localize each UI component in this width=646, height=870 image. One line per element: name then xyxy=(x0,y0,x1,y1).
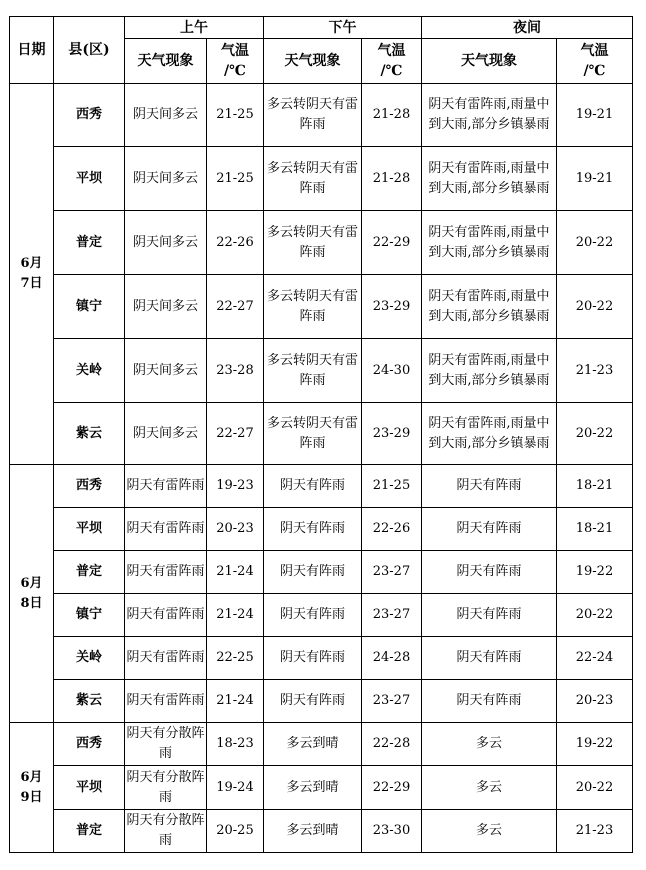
date-month: 6月 xyxy=(20,769,43,785)
county-cell: 普定 xyxy=(54,551,125,594)
afternoon-weather-cell: 阴天有阵雨 xyxy=(264,508,362,551)
table-row xyxy=(10,147,633,211)
table-row xyxy=(10,275,633,339)
afternoon-temp-cell: 21-28 xyxy=(362,147,422,211)
date-cell xyxy=(10,465,54,723)
night-temp-cell: 19-22 xyxy=(557,723,633,766)
morning-weather-cell: 阴天间多云 xyxy=(125,339,207,403)
morning-weather-cell: 阴天有分散阵雨 xyxy=(125,723,207,766)
morning-temp-cell: 19-24 xyxy=(207,766,264,810)
morning-weather-cell: 阴天有雷阵雨 xyxy=(125,680,207,723)
table-row xyxy=(10,810,633,853)
afternoon-weather-cell: 多云转阴天有雷阵雨 xyxy=(264,147,362,211)
morning-weather-cell: 阴天有雷阵雨 xyxy=(125,551,207,594)
header-afternoon-weather: 天气现象 xyxy=(264,39,362,84)
header-morning-temp: 气温 /℃ xyxy=(207,39,264,84)
afternoon-temp-cell: 22-29 xyxy=(362,211,422,275)
afternoon-weather-cell: 多云转阴天有雷阵雨 xyxy=(264,211,362,275)
afternoon-temp-cell: 23-27 xyxy=(362,680,422,723)
header-morning-weather: 天气现象 xyxy=(125,39,207,84)
county-cell: 平坝 xyxy=(54,766,125,810)
afternoon-weather-cell: 阴天有阵雨 xyxy=(264,551,362,594)
header-date: 日期 xyxy=(10,17,54,84)
afternoon-weather-cell: 多云转阴天有雷阵雨 xyxy=(264,275,362,339)
header-night-weather: 天气现象 xyxy=(422,39,557,84)
night-weather-cell: 阴天有雷阵雨,雨量中到大雨,部分乡镇暴雨 xyxy=(422,84,557,147)
night-temp-cell: 19-21 xyxy=(557,147,633,211)
morning-weather-cell: 阴天有雷阵雨 xyxy=(125,637,207,680)
night-weather-cell: 阴天有雷阵雨,雨量中到大雨,部分乡镇暴雨 xyxy=(422,211,557,275)
morning-temp-cell: 21-24 xyxy=(207,594,264,637)
morning-temp-cell: 20-25 xyxy=(207,810,264,853)
header-night: 夜间 xyxy=(422,17,633,39)
county-cell: 平坝 xyxy=(54,147,125,211)
night-temp-cell: 20-22 xyxy=(557,766,633,810)
night-temp-cell: 21-23 xyxy=(557,339,633,403)
afternoon-weather-cell: 多云到晴 xyxy=(264,766,362,810)
table-row xyxy=(10,465,633,508)
table-row xyxy=(10,84,633,147)
afternoon-temp-cell: 23-27 xyxy=(362,551,422,594)
afternoon-weather-cell: 阴天有阵雨 xyxy=(264,637,362,680)
night-weather-cell: 阴天有阵雨 xyxy=(422,594,557,637)
night-weather-cell: 阴天有阵雨 xyxy=(422,508,557,551)
morning-weather-cell: 阴天有雷阵雨 xyxy=(125,594,207,637)
night-temp-cell: 18-21 xyxy=(557,465,633,508)
morning-weather-cell: 阴天间多云 xyxy=(125,147,207,211)
night-temp-cell: 20-23 xyxy=(557,680,633,723)
county-cell: 西秀 xyxy=(54,465,125,508)
afternoon-weather-cell: 多云转阴天有雷阵雨 xyxy=(264,339,362,403)
morning-temp-cell: 22-27 xyxy=(207,403,264,465)
morning-temp-cell: 21-24 xyxy=(207,551,264,594)
county-cell: 镇宁 xyxy=(54,594,125,637)
night-weather-cell: 阴天有雷阵雨,雨量中到大雨,部分乡镇暴雨 xyxy=(422,339,557,403)
table-row xyxy=(10,508,633,551)
county-cell: 西秀 xyxy=(54,723,125,766)
county-cell: 平坝 xyxy=(54,508,125,551)
afternoon-temp-cell: 23-27 xyxy=(362,594,422,637)
night-temp-cell: 20-22 xyxy=(557,594,633,637)
morning-temp-cell: 19-23 xyxy=(207,465,264,508)
night-temp-cell: 19-22 xyxy=(557,551,633,594)
afternoon-temp-cell: 22-29 xyxy=(362,766,422,810)
morning-weather-cell: 阴天间多云 xyxy=(125,211,207,275)
header-county: 县(区) xyxy=(54,17,125,84)
night-weather-cell: 多云 xyxy=(422,723,557,766)
afternoon-temp-cell: 21-25 xyxy=(362,465,422,508)
table-row xyxy=(10,766,633,810)
county-cell: 关岭 xyxy=(54,637,125,680)
morning-weather-cell: 阴天有分散阵雨 xyxy=(125,766,207,810)
afternoon-weather-cell: 阴天有阵雨 xyxy=(264,594,362,637)
morning-weather-cell: 阴天有分散阵雨 xyxy=(125,810,207,853)
afternoon-weather-cell: 阴天有阵雨 xyxy=(264,465,362,508)
date-day: 9日 xyxy=(20,789,43,805)
morning-temp-cell: 22-26 xyxy=(207,211,264,275)
afternoon-temp-cell: 23-29 xyxy=(362,275,422,339)
header-afternoon: 下午 xyxy=(264,17,422,39)
date-cell xyxy=(10,723,54,853)
county-cell: 关岭 xyxy=(54,339,125,403)
date-month: 6月 xyxy=(20,575,43,591)
afternoon-temp-cell: 24-28 xyxy=(362,637,422,680)
table-row xyxy=(10,339,633,403)
afternoon-temp-cell: 23-30 xyxy=(362,810,422,853)
county-cell: 紫云 xyxy=(54,403,125,465)
morning-temp-cell: 18-23 xyxy=(207,723,264,766)
morning-weather-cell: 阴天间多云 xyxy=(125,84,207,147)
night-temp-cell: 22-24 xyxy=(557,637,633,680)
header-night-temp: 气温 /℃ xyxy=(557,39,633,84)
date-day: 8日 xyxy=(20,595,43,611)
header-morning: 上午 xyxy=(125,17,264,39)
night-temp-cell: 20-22 xyxy=(557,403,633,465)
header-afternoon-temp: 气温 /℃ xyxy=(362,39,422,84)
county-cell: 镇宁 xyxy=(54,275,125,339)
morning-temp-cell: 23-28 xyxy=(207,339,264,403)
table-row xyxy=(10,211,633,275)
night-weather-cell: 阴天有阵雨 xyxy=(422,465,557,508)
night-weather-cell: 阴天有阵雨 xyxy=(422,680,557,723)
night-temp-cell: 21-23 xyxy=(557,810,633,853)
morning-temp-cell: 20-23 xyxy=(207,508,264,551)
night-temp-cell: 20-22 xyxy=(557,275,633,339)
night-weather-cell: 阴天有雷阵雨,雨量中到大雨,部分乡镇暴雨 xyxy=(422,403,557,465)
night-weather-cell: 阴天有阵雨 xyxy=(422,551,557,594)
morning-temp-cell: 22-25 xyxy=(207,637,264,680)
night-temp-cell: 20-22 xyxy=(557,211,633,275)
morning-temp-cell: 22-27 xyxy=(207,275,264,339)
night-temp-cell: 18-21 xyxy=(557,508,633,551)
table-body xyxy=(10,84,633,853)
afternoon-weather-cell: 多云到晴 xyxy=(264,723,362,766)
county-cell: 普定 xyxy=(54,211,125,275)
afternoon-weather-cell: 阴天有阵雨 xyxy=(264,680,362,723)
weather-forecast-table xyxy=(9,16,633,853)
date-month: 6月 xyxy=(20,256,43,271)
night-weather-cell: 阴天有雷阵雨,雨量中到大雨,部分乡镇暴雨 xyxy=(422,147,557,211)
morning-temp-cell: 21-25 xyxy=(207,84,264,147)
afternoon-temp-cell: 22-28 xyxy=(362,723,422,766)
afternoon-temp-cell: 22-26 xyxy=(362,508,422,551)
table-row xyxy=(10,403,633,465)
morning-weather-cell: 阴天有雷阵雨 xyxy=(125,508,207,551)
night-weather-cell: 多云 xyxy=(422,766,557,810)
morning-weather-cell: 阴天间多云 xyxy=(125,275,207,339)
night-temp-cell: 19-21 xyxy=(557,84,633,147)
afternoon-weather-cell: 多云转阴天有雷阵雨 xyxy=(264,403,362,465)
night-weather-cell: 多云 xyxy=(422,810,557,853)
table-row xyxy=(10,680,633,723)
morning-temp-cell: 21-24 xyxy=(207,680,264,723)
afternoon-weather-cell: 多云转阴天有雷阵雨 xyxy=(264,84,362,147)
afternoon-weather-cell: 多云到晴 xyxy=(264,810,362,853)
night-weather-cell: 阴天有雷阵雨,雨量中到大雨,部分乡镇暴雨 xyxy=(422,275,557,339)
morning-temp-cell: 21-25 xyxy=(207,147,264,211)
county-cell: 西秀 xyxy=(54,84,125,147)
afternoon-temp-cell: 21-28 xyxy=(362,84,422,147)
date-cell xyxy=(10,84,54,465)
county-cell: 普定 xyxy=(54,810,125,853)
morning-weather-cell: 阴天间多云 xyxy=(125,403,207,465)
afternoon-temp-cell: 24-30 xyxy=(362,339,422,403)
date-day: 7日 xyxy=(20,276,43,291)
table-row xyxy=(10,637,633,680)
table-row xyxy=(10,594,633,637)
county-cell: 紫云 xyxy=(54,680,125,723)
table-row xyxy=(10,723,633,766)
morning-weather-cell: 阴天有雷阵雨 xyxy=(125,465,207,508)
afternoon-temp-cell: 23-29 xyxy=(362,403,422,465)
table-row xyxy=(10,551,633,594)
night-weather-cell: 阴天有阵雨 xyxy=(422,637,557,680)
